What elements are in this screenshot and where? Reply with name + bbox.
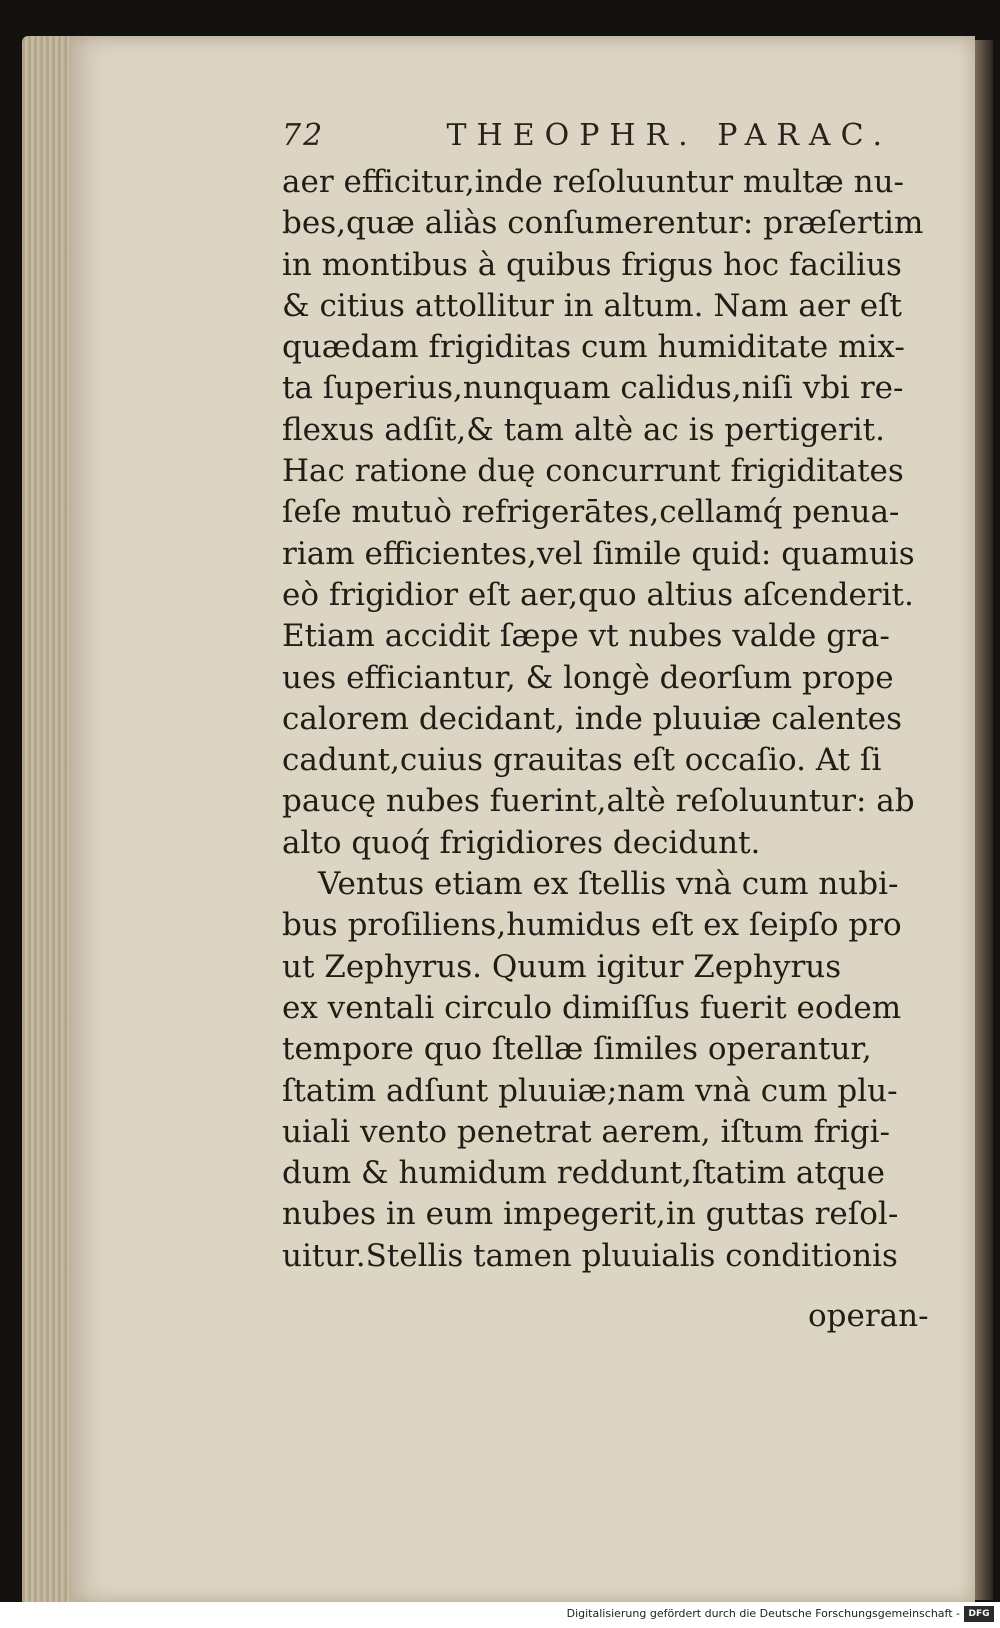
body-text	[282, 162, 942, 1277]
dfg-logo-icon[interactable]: DFG	[964, 1606, 994, 1622]
text-line: Etiam accidit ſæpe vt nubes valde gra-	[282, 618, 890, 655]
footer-credit: Digitalisierung gefördert durch die Deutsche Forschungsgemeinschaft -	[566, 1607, 960, 1620]
running-header	[282, 118, 892, 153]
digitization-footer	[0, 1602, 1000, 1628]
book-gutter	[975, 40, 993, 1600]
running-title: THEOPHR. PARAC.	[446, 118, 892, 153]
text-line: ſeſe mutuò refrigerātes,cellamq́ penua-	[282, 494, 900, 531]
text-line: ut Zephyrus. Quum igitur Zephyrus	[282, 948, 842, 985]
text-line: ſtatim adſunt pluuiæ;nam vnà cum plu-	[282, 1072, 898, 1109]
text-line: paucę nubes fuerint,altè reſoluuntur: ab	[282, 783, 915, 820]
text-line: & citius attollitur in altum. Nam aer eſt	[282, 287, 903, 324]
page-number: 72	[282, 118, 325, 153]
text-line: dum & humidum reddunt,ſtatim atque	[282, 1155, 886, 1192]
text-line: ta ſuperius,nunquam calidus,niſi vbi re-	[282, 370, 904, 407]
catchword: operan-	[808, 1298, 929, 1334]
text-line: Hac ratione duę concurrunt frigiditates	[282, 453, 904, 490]
text-line: alto quoq́ frigidiores decidunt.	[282, 824, 761, 861]
text-line: flexus adſit,& tam altè ac is pertigerit.	[282, 411, 885, 448]
text-line: eò frigidior eſt aer,quo altius aſcenderit.	[282, 576, 914, 613]
book-page-edges	[22, 36, 74, 1606]
text-line: riam efficientes,vel ſimile quid: quamuis	[282, 535, 915, 572]
text-line: bes,quæ aliàs conſumerentur: præſertim	[282, 205, 924, 242]
text-line: bus proſiliens,humidus eſt ex ſeipſo pro	[282, 907, 902, 944]
text-line: calorem decidant, inde pluuiæ calentes	[282, 700, 903, 737]
text-line: aer efficitur,inde reſoluuntur multæ nu-	[282, 164, 905, 200]
text-line: quædam frigiditas cum humiditate mix-	[282, 329, 905, 366]
text-line: cadunt,cuius grauitas eſt occaſio. At ſi	[282, 742, 882, 779]
text-line: nubes in eum impegerit,in guttas reſol-	[282, 1196, 899, 1233]
text-line: in montibus à quibus frigus hoc facilius	[282, 246, 902, 283]
text-line: uitur.Stellis tamen pluuialis conditionis	[282, 1237, 898, 1274]
text-line: Ventus etiam ex ſtellis vnà cum nubi-	[318, 866, 899, 903]
text-line: tempore quo ſtellæ ſimiles operantur,	[282, 1031, 872, 1068]
text-line: uiali vento penetrat aerem, iſtum frigi-	[282, 1113, 891, 1150]
text-line: ues efficiantur, & longè deorſum prope	[282, 659, 894, 696]
text-line: ex ventali circulo dimiſſus fuerit eodem	[282, 989, 902, 1026]
